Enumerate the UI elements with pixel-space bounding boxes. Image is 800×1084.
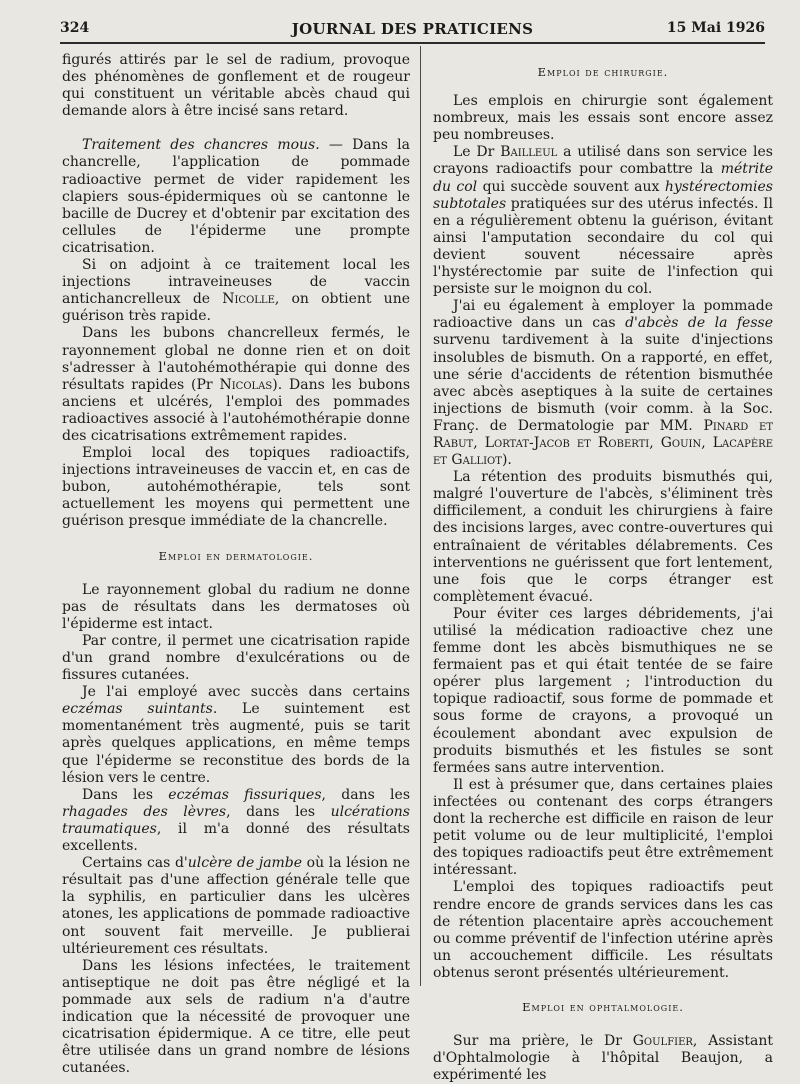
paragraph: Sur ma prière, le Dr Goulfier, Assistant d'Ophtalmologie à l'hôpital Beaujon, a expérimenté les [433, 1033, 773, 1084]
paragraph: Pour éviter ces larges débridements, j'ai utilisé la médication radioactive chez une femme dont les abcès bismuthiques ne se fermaient pas et qui était tentée de se faire opérer plus largement ; l'introduction du topique radioactif, sous forme de pommade et sous forme de crayons, a provoqué un écoulement abondant avec expulsion de produits bismuthés et les fistules se sont fermées sans autre intervention. [433, 605, 773, 776]
paragraph: J'ai eu également à employer la pommade radioactive dans un cas d'abcès de la fesse survenu tardivement à la suite d'injections insolubles de bismuth. On a rapporté, en effet, une série d'accidents de rétention bismuthée avec abcès aseptiques à la suite de certaines injections de bismuth (voir comm. à la Soc. Franç. de Dermatologie par MM. Pinard et Rabut, Lortat-Jacob et Roberti, Gouin, Lacapère et Galliot). [433, 298, 773, 469]
paragraph: Si on adjoint à ce traitement local les injections intraveineuses de vaccin antichancrelleux de Nicolle, on obtient une guérison très rapide. [62, 257, 410, 325]
paragraph: Dans les eczémas fissuriques, dans les rhagades des lèvres, dans les ulcérations traumatiques, il m'a donné des résultats excellents. [62, 786, 411, 855]
paragraph: Certains cas d'ulcère de jambe où la lésion ne résultait pas d'une affection générale telle que la syphilis, en particulier dans les ulcères atones, les applications de pommade radioactive ont souvent fait merveille. Je publierai ultérieurement ces résultats. [62, 855, 410, 957]
column-divider [420, 46, 421, 986]
paragraph: Dans les bubons chancrelleux fermés, le rayonnement global ne donne rien et on doit s'adresser à l'autohémothérapie qui donne des résultats rapides (Pr Nicolas). Dans les bubons anciens et ulcérés, l'emploi des pommades radioactives associé à l'autohémothérapie donne des cicatrisations extrêmement rapides. [62, 325, 410, 444]
section-heading-dermatologie: Emploi en dermatologie. [158, 548, 314, 563]
journal-title: JOURNAL DES PRATICIENS [291, 20, 534, 38]
page-number: 324 [60, 20, 90, 36]
author-name: Nicolas [219, 376, 273, 393]
paragraph: Dans les lésions infectées, le traitement antiseptique ne doit pas être négligé et la pommade aux sels de radium n'a d'autre indication que la nécessité de provoquer une cicatrisation épidermique. A ce titre, elle peut être utilisée dans un grand nombre de lésions cutanées. [62, 957, 410, 1077]
paragraph-lead: Traitement des chancres mous. [82, 137, 320, 154]
author-name: Goulfier [632, 1033, 693, 1050]
paragraph: L'emploi des topiques radioactifs peut rendre encore de grands services dans les cas de rétention placentaire après accouchement ou comme préventif de l'infection utérine après un accouchement difficile. Les résultats obtenus seront présentés ultérieurement. [433, 879, 773, 981]
paragraph: Il est à présumer que, dans certaines plaies infectées ou contenant des corps étrangers dont la recherche est difficile en raison de leur petit volume ou de leur multiplicité, l'emploi des topiques radioactifs peut être extrêmement intéressant. [433, 776, 773, 879]
section-heading-chirurgie: Emploi de chirurgie. [537, 65, 669, 79]
issue-date: 15 Mai 1926 [666, 20, 765, 36]
paragraph: Le Dr Bailleul a utilisé dans son service les crayons radioactifs pour combattre la métrite du col qui succède souvent aux hystérectomies subtotales pratiquées sur des utérus infectés. Il en a régulièrement obtenu la guérison, évitant ainsi l'amputation secondaire du col qui devient souvent nécessaire après l'hystérectomie par suite de l'infection qui persiste sur le moignon du col. [433, 144, 773, 298]
section-heading-ophtalmologie: Emploi en ophtalmologie. [522, 999, 684, 1014]
paragraph: Les emplois en chirurgie sont également nombreux, mais les essais sont encore assez peu nombreuses. [433, 93, 773, 144]
paragraph: Je l'ai employé avec succès dans certains eczémas suintants. Le suintement est momentanément très augmenté, puis se tarit après quelques applications, en même temps que l'épiderme se reconstitue des bords de la lésion vers le centre. [62, 684, 410, 786]
author-name: Bailleul [500, 144, 558, 161]
left-column [62, 52, 411, 1077]
paragraph: Emploi local des topiques radioactifs, injections intraveineuses de vaccin et, en cas de bubon, autohémothérapie, tels sont actuellement les moyens qui permettent une guérison presque immédiate de la chancrelle. [62, 445, 410, 530]
paragraph: La rétention des produits bismuthés qui, malgré l'ouverture de l'abcès, s'éliminent très difficilement, a conduit les chirurgiens à faire des incisions larges, avec contre-ouvertures qui entraînaient de véritables délabrements. Ces interventions ne guérissent que fort lentement, une fois que le corps étranger est complètement évacué. [433, 469, 773, 605]
page-header [60, 16, 765, 44]
paragraph: Le rayonnement global du radium ne donne pas de résultats dans les dermatoses où l'épiderme est intact. [62, 581, 410, 632]
author-names: Pinard et Rabut, Lortat-Jacob et Roberti, Gouin, Lacapère et Galliot [433, 417, 773, 469]
paragraph: Par contre, il permet une cicatrisation rapide d'un grand nombre d'exulcérations ou de fissures cutanées. [62, 632, 410, 684]
author-name: Nicolle [222, 291, 275, 308]
paragraph: Traitement des chancres mous. — Dans la chancrelle, l'application de pommade radioactive permet de vider rapidement les clapiers sous-épidermiques où se cantonne le bacille de Ducrey et d'obtenir par excitation des cellules de l'épiderme une prompte cicatrisation. [62, 137, 410, 256]
paragraph: figurés attirés par le sel de radium, provoque des phénomènes de gonflement et de rougeur qui constituent un véritable abcès chaud qui demande alors à être incisé sans retard. [62, 52, 410, 120]
right-column [433, 52, 773, 1084]
